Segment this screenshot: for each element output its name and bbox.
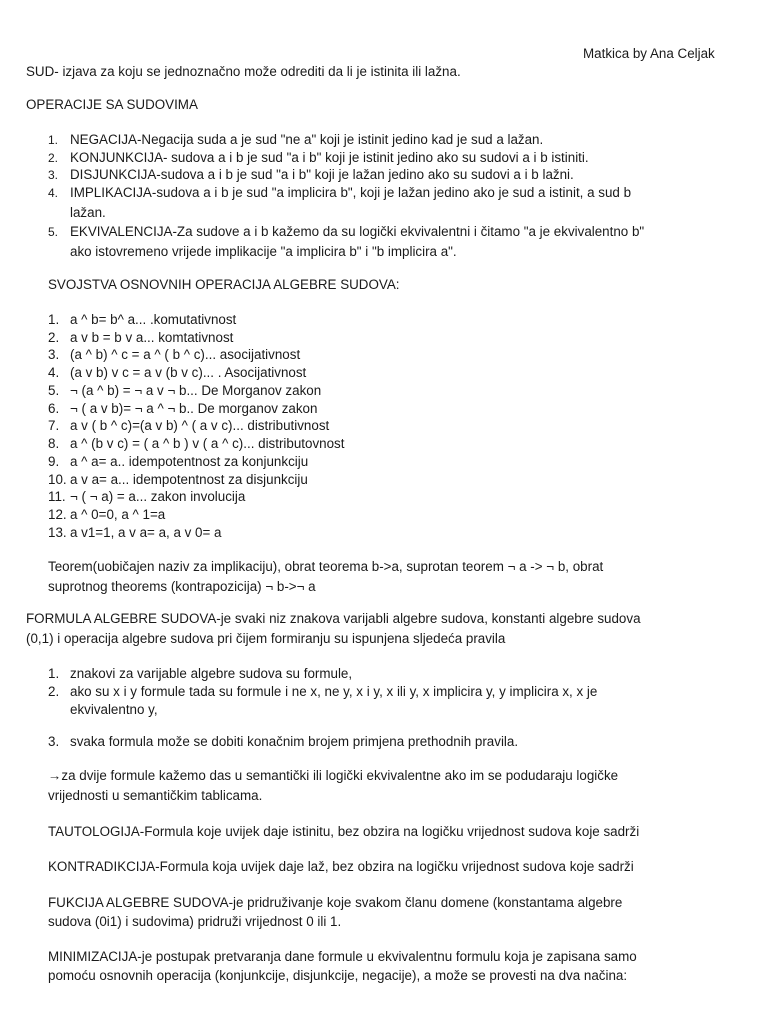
list-item: a v b = b v a... komtativnost	[70, 330, 234, 345]
list-item: a v a= a... idempotentnost za disjunkciju	[70, 472, 308, 487]
list-item: ¬ ( ¬ a) = a... zakon involucija	[70, 489, 246, 504]
theorem-paragraph-line1: Teorem(uobičajen naziv za implikaciju), obrat teorema b->a, suprotan teorem ¬ a -> ¬ b, obrat	[48, 559, 604, 574]
list-number: 2.	[48, 330, 60, 345]
list-number: 3.	[48, 168, 59, 182]
list-number: 2.	[48, 151, 59, 165]
list-item: DISJUNKCIJA-sudova a i b je sud "a i b" koji je lažan jedino ako su sudovi a i b lažni.	[70, 167, 574, 182]
list-item-continuation: ekvivalentno y,	[70, 702, 158, 717]
list-item: EKVIVALENCIJA-Za sudove a i b kažemo da su logički ekvivalentni i čitamo "a je ekvivalentno b"	[70, 224, 645, 239]
list-item: a ^ (b v c) = ( a ^ b ) v ( a ^ c)... distributovnost	[70, 436, 345, 451]
list-item: a ^ a= a.. idempotentnost za konjunkciju	[70, 454, 309, 469]
function-paragraph-line2: sudova (0i1) i sudovima) pridruži vrijednost 0 ili 1.	[48, 914, 342, 929]
list-number: 4.	[48, 365, 60, 380]
list-number: 1.	[48, 133, 59, 147]
list-number: 3.	[48, 347, 60, 362]
list-item: ako su x i y formule tada su formule i ne x, ne y, x i y, x ili y, x implicira y, y implicira x, x je	[70, 684, 598, 699]
list-number: 11.	[48, 489, 66, 504]
minimization-paragraph-line1: MINIMIZACIJA-je postupak pretvaranja dane formule u ekvivalentnu formulu koja je zapisana samo	[48, 949, 637, 964]
theorem-paragraph-line2: suprotnog theorems (kontrapozicija) ¬ b->¬ a	[48, 579, 316, 594]
contradiction-paragraph: KONTRADIKCIJA-Formula koja uvijek daje laž, bez obzira na logičku vrijednost sudova koje sadrži	[48, 859, 634, 874]
function-paragraph-line1: FUKCIJA ALGEBRE SUDOVA-je pridruživanje koje svakom članu domene (konstantama algebre	[48, 895, 623, 910]
minimization-paragraph-line2: pomoću osnovnih operacija (konjunkcije, disjunkcije, negacije), a može se provesti na dva načina:	[48, 968, 628, 983]
list-item: a v ( b ^ c)=(a v b) ^ ( a v c)... distributivnost	[70, 418, 330, 433]
semantic-equivalence-line2: vrijednosti u semantičkim tablicama.	[48, 788, 263, 803]
list-number: 12.	[48, 507, 67, 522]
list-number: 4.	[48, 186, 59, 200]
list-item: a v1=1, a v a= a, a v 0= a	[70, 525, 222, 540]
list-number: 6.	[48, 401, 60, 416]
list-number: 2.	[48, 684, 60, 699]
list-number: 7.	[48, 418, 60, 433]
list-item: KONJUNKCIJA- sudova a i b je sud "a i b" koji je istinit jedino ako su sudovi a i b istiniti.	[70, 150, 589, 165]
list-item: znakovi za varijable algebre sudova su formule,	[70, 666, 353, 681]
list-item: ¬ ( a v b)= ¬ a ^ ¬ b.. De morganov zakon	[70, 401, 318, 416]
list-number: 10.	[48, 472, 67, 487]
list-number: 13.	[48, 525, 67, 540]
list-number: 8.	[48, 436, 60, 451]
section-heading-operations: OPERACIJE SA SUDOVIMA	[26, 97, 198, 112]
list-item-continuation: ako istovremeno vrijede implikacije "a implicira b" i "b implicira a".	[70, 244, 457, 259]
list-item: svaka formula može se dobiti konačnim brojem primjena prethodnih pravila.	[70, 734, 519, 749]
list-number: 3.	[48, 734, 60, 749]
list-number: 9.	[48, 454, 60, 469]
author-header: Matkica by Ana Celjak	[583, 46, 715, 61]
list-item: a ^ 0=0, a ^ 1=a	[70, 507, 166, 522]
list-number: 1.	[48, 666, 60, 681]
section-heading-properties: SVOJSTVA OSNOVNIH OPERACIJA ALGEBRE SUDOVA:	[48, 277, 400, 292]
tautology-paragraph: TAUTOLOGIJA-Formula koje uvijek daje istinitu, bez obzira na logičku vrijednost sudova koje sadrži	[48, 824, 640, 839]
semantic-equivalence-text: za dvije formule kažemo das u semantički ili logički ekvivalentne ako im se podudaraju logičke	[61, 768, 619, 783]
semantic-equivalence-line1	[48, 767, 618, 785]
formula-definition-line2: (0,1) i operacija algebre sudova pri čijem formiranju su ispunjena sljedeća pravila	[26, 631, 506, 646]
definition-sud: SUD- izjava za koju se jednoznačno može odrediti da li je istinita ili lažna.	[26, 64, 461, 79]
list-number: 5.	[48, 383, 60, 398]
list-item: (a ^ b) ^ c = a ^ ( b ^ c)... asocijativnost	[70, 347, 301, 362]
list-number: 1.	[48, 312, 60, 327]
list-item: ¬ (a ^ b) = ¬ a v ¬ b... De Morganov zakon	[70, 383, 322, 398]
arrow-right-icon: →	[48, 768, 62, 783]
list-number: 5.	[48, 225, 59, 239]
list-item: IMPLIKACIJA-sudova a i b je sud "a implicira b", koji je lažan jedino ako je sud a istinit, a sud b	[70, 185, 632, 200]
formula-definition-line1: FORMULA ALGEBRE SUDOVA-je svaki niz znakova varijabli algebre sudova, konstanti algebre sudova	[26, 611, 641, 626]
list-item: a ^ b= b^ a... .komutativnost	[70, 312, 237, 327]
list-item-continuation: lažan.	[70, 205, 106, 220]
list-item: (a v b) v c = a v (b v c)... . Asocijativnost	[70, 365, 307, 380]
list-item: NEGACIJA-Negacija suda a je sud "ne a" koji je istinit jedino kad je sud a lažan.	[70, 132, 544, 147]
